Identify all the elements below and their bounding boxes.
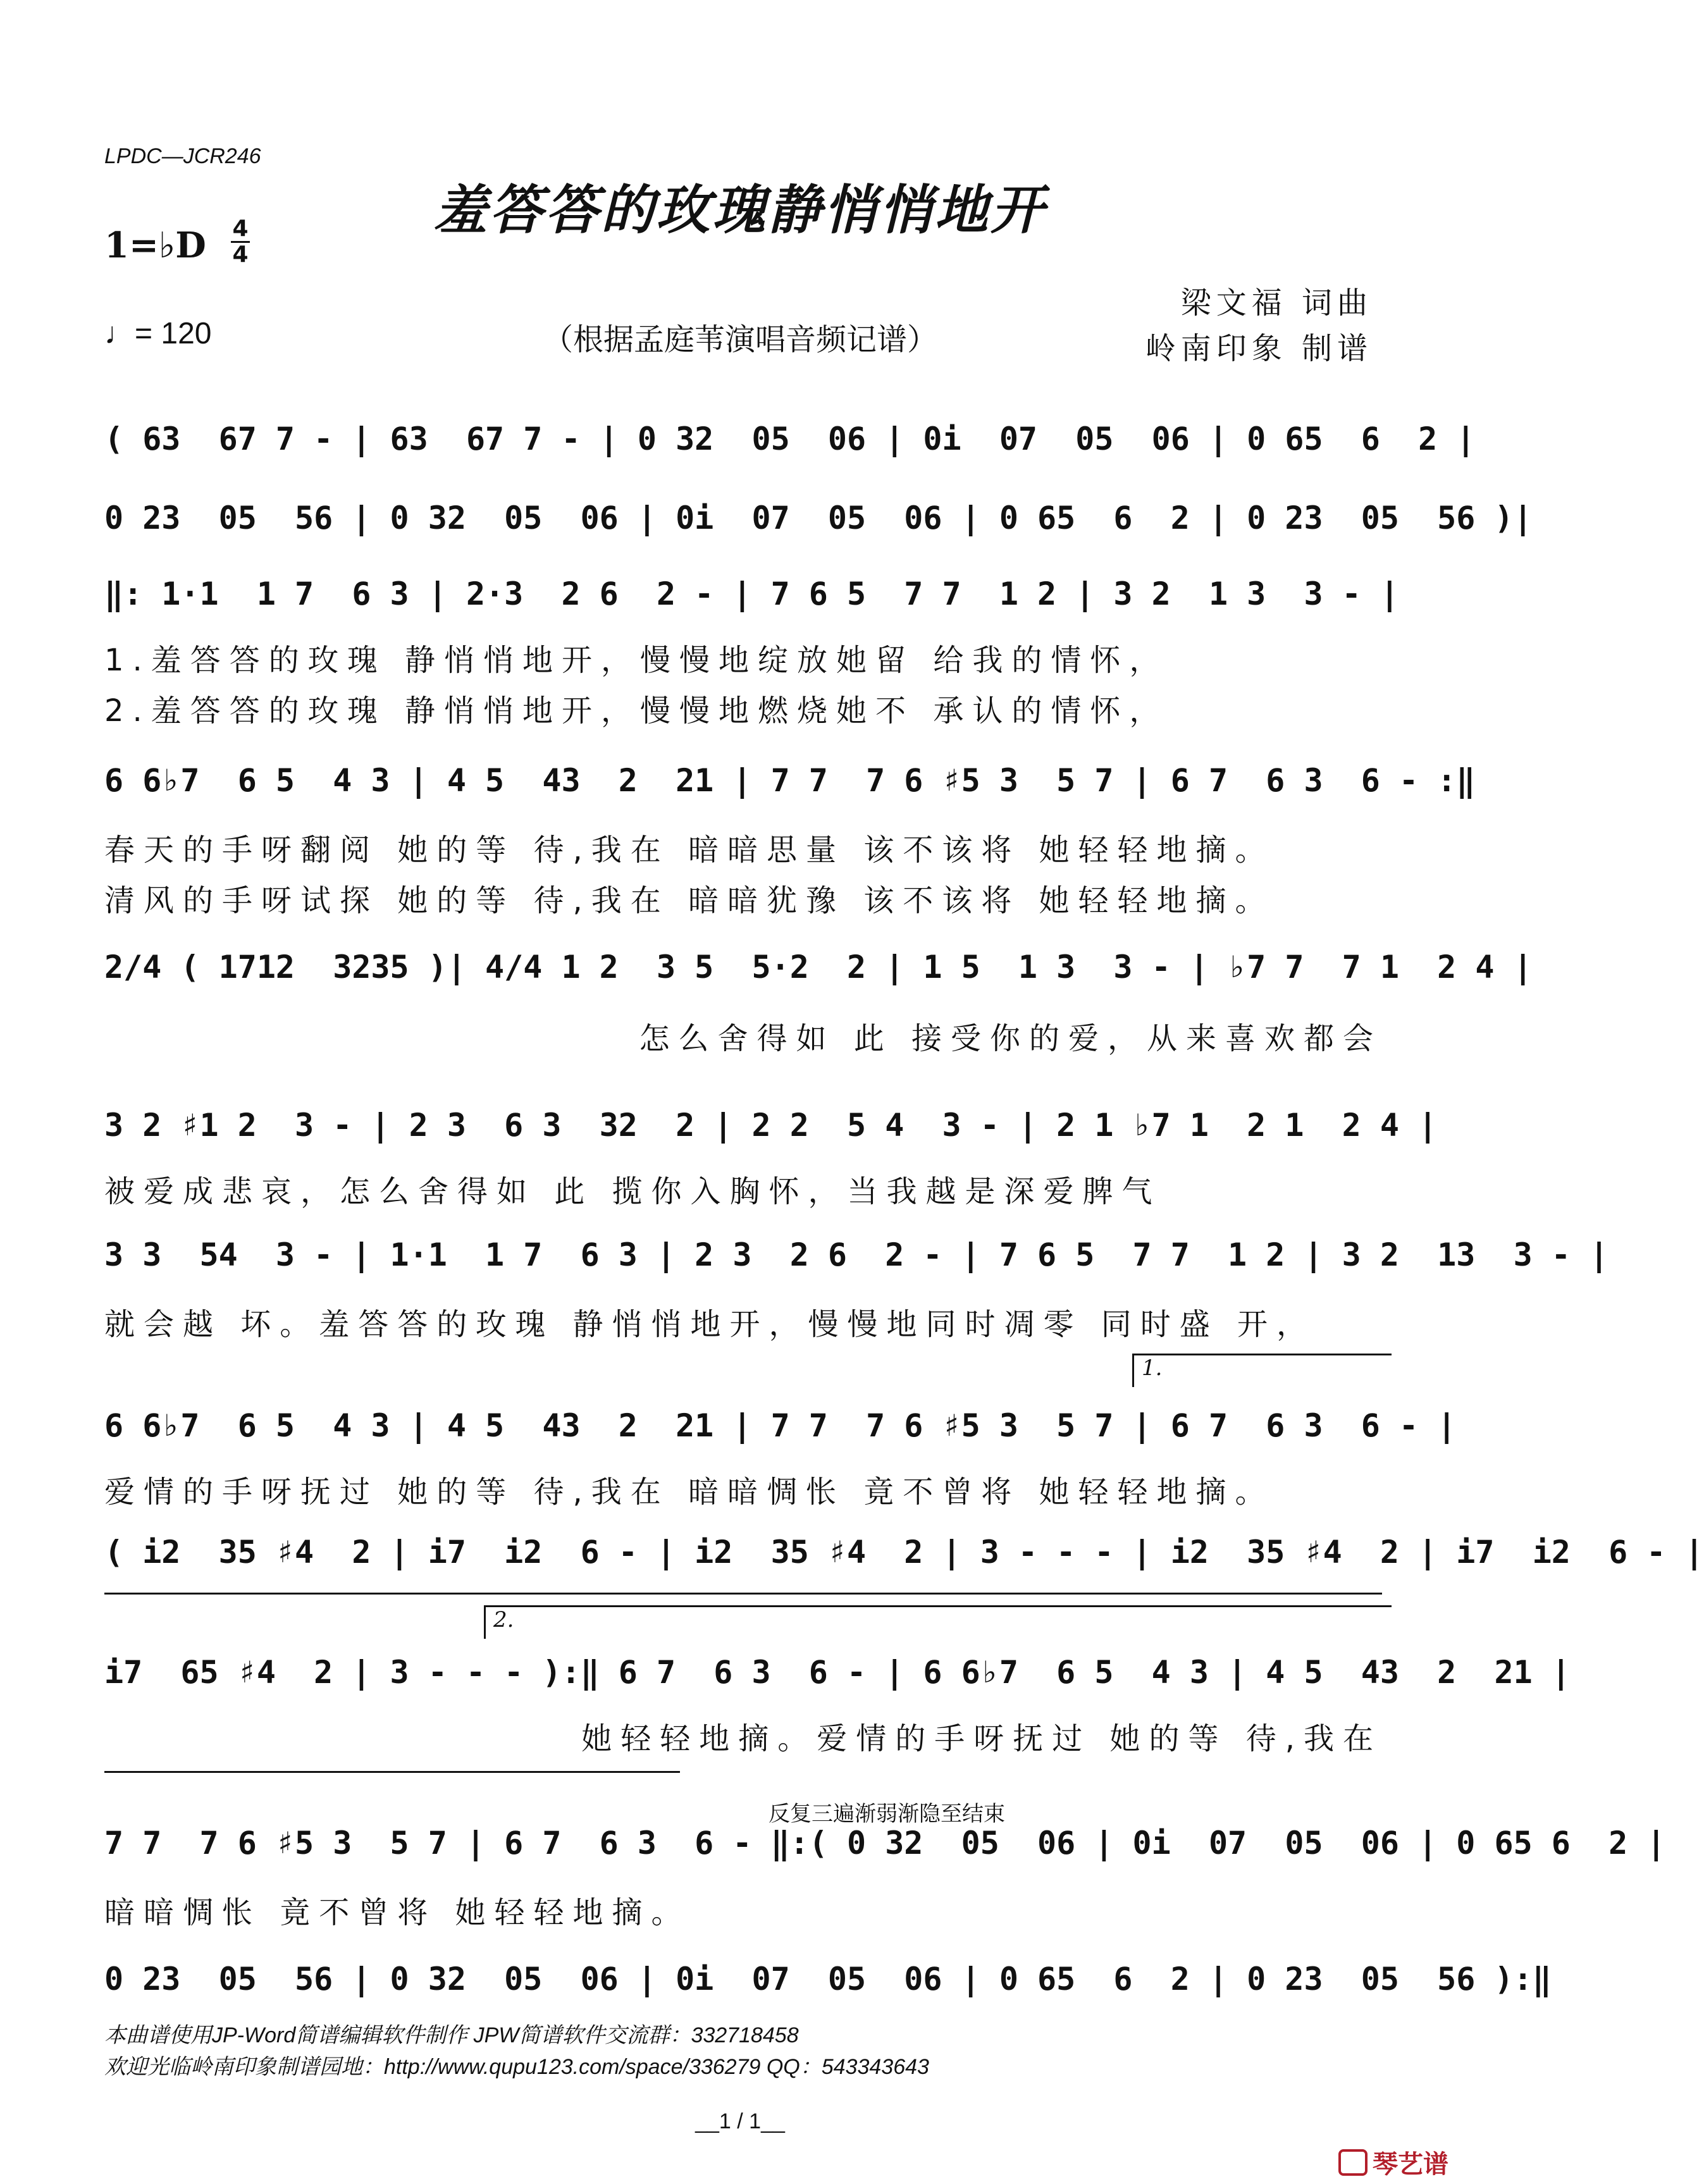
source-note: （根据孟庭苇演唱音频记谱） (542, 322, 937, 357)
brand-logo-icon (1338, 2149, 1368, 2176)
time-signature-top: 4 (232, 216, 249, 242)
verse-row-4: 6 6♭7 6 5 4 3 | 4 5 43 2 21 | 7 7 7 6 ♯5 3 5 7 | 6 7 6 3 6 - | (104, 1407, 1457, 1444)
verse-row-3: 3 3 54 3 - | 1·1 1 7 6 3 | 2 3 2 6 2 - | 7 6 5 7 7 1 2 | 3 2 13 3 - | (104, 1237, 1609, 1273)
repeat-instruction: 反复三遍渐弱渐隐至结束 (769, 1801, 1005, 1827)
interlude-row-2: i7 65 ♯4 2 | 3 - - - ):‖ 6 7 6 3 6 - | 6 6♭7 6 5 4 3 | 4 5 43 2 21 | (104, 1654, 1571, 1691)
footer-website-note: 欢迎光临岭南印象制谱园地：http://www.qupu123.com/space/336279 QQ：543343643 (104, 2055, 929, 2079)
lyric-row-6: 爱情的手呀抚过 她的等 待,我在 暗暗惆怅 竟不曾将 她轻轻地摘。 (104, 1474, 1275, 1510)
lyric-row-3: 怎么舍得如 此 接受你的爱，从来喜欢都会 (639, 1021, 1382, 1056)
key-signature: 1=♭D (104, 225, 206, 266)
intro-row-2: 0 23 05 56 | 0 32 05 06 | 0i 07 05 06 | 0 65 6 2 | 0 23 05 56 )| (104, 500, 1533, 536)
time-signature (231, 218, 250, 266)
lyric-row-7: 她轻轻地摘。爱情的手呀抚过 她的等 待,我在 (581, 1721, 1382, 1756)
intro-row-1: ( 63 67 7 - | 63 67 7 - | 0 32 05 06 | 0i 07 05 06 | 0 65 6 2 | (104, 421, 1476, 457)
page-number: __1 / 1__ (695, 2109, 785, 2133)
lyric-row-2a: 春天的手呀翻阅 她的等 待,我在 暗暗思量 该不该将 她轻轻地摘。 (104, 832, 1275, 868)
interlude-row-1: ( i2 35 ♯4 2 | i7 i2 6 - | i2 35 ♯4 2 | 3 - - - | i2 35 ♯4 2 | i7 i2 6 - | (104, 1534, 1704, 1570)
lyric-row-5: 就会越 坏。羞答答的玫瑰 静悄悄地开，慢慢地同时凋零 同时盛 开， (104, 1307, 1316, 1342)
first-ending-bracket: 1. (1132, 1354, 1392, 1387)
tempo-marking: ♩= 120 (104, 317, 212, 350)
verse-row-2: 6 6♭7 6 5 4 3 | 4 5 43 2 21 | 7 7 7 6 ♯5 3 5 7 | 6 7 6 3 6 - :‖ (104, 762, 1476, 799)
time-signature-bottom: 4 (232, 242, 249, 268)
footer-software-note: 本曲谱使用JP-Word简谱编辑软件制作 JPW简谱软件交流群：332718458 (104, 2023, 799, 2047)
verse-row-1: ‖: 1·1 1 7 6 3 | 2·3 2 6 2 - | 7 6 5 7 7 1 2 | 3 2 1 3 3 - | (104, 576, 1399, 612)
lyric-row-2b: 清风的手呀试探 她的等 待,我在 暗暗犹豫 该不该将 她轻轻地摘。 (104, 883, 1275, 918)
lyric-row-8: 暗暗惆怅 竟不曾将 她轻轻地摘。 (104, 1895, 691, 1930)
score-code: LPDC—JCR246 (104, 144, 261, 168)
outro-row-1: 7 7 7 6 ♯5 3 5 7 | 6 7 6 3 6 - ‖:( 0 32 05 06 | 0i 07 05 06 | 0 65 6 2 | (104, 1825, 1666, 1861)
outro-row-2: 0 23 05 56 | 0 32 05 06 | 0i 07 05 06 | 0 65 6 2 | 0 23 05 56 ):‖ (104, 1961, 1552, 1997)
bridge-row-1: 2/4 ( 1712 3235 )| 4/4 1 2 3 5 5·2 2 | 1 5 1 3 3 - | ♭7 7 7 1 2 4 | (104, 949, 1533, 985)
second-ending-line (104, 1771, 680, 1773)
first-ending-line (104, 1593, 1382, 1595)
song-title: 羞答答的玫瑰静悄悄地开 (433, 178, 1046, 241)
second-ending-bracket: 2. (484, 1605, 1392, 1639)
lyric-row-1b: 2.羞答答的玫瑰 静悄悄地开，慢慢地燃烧她不 承认的情怀， (104, 693, 1169, 729)
brand-logo (1338, 2144, 1448, 2180)
bridge-row-2: 3 2 ♯1 2 3 - | 2 3 6 3 32 2 | 2 2 5 4 3 - | 2 1 ♭7 1 2 1 2 4 | (104, 1107, 1438, 1144)
arranger-credit: 岭南印象 制谱 (1145, 331, 1373, 366)
brand-name: 琴艺谱 (1373, 2150, 1448, 2179)
composer-credit: 梁文福 词曲 (1180, 285, 1373, 321)
lyric-row-4: 被爱成悲哀，怎么舍得如 此 揽你入胸怀，当我越是深爱脾气 (104, 1174, 1161, 1209)
lyric-row-1a: 1.羞答答的玫瑰 静悄悄地开，慢慢地绽放她留 给我的情怀， (104, 643, 1169, 678)
